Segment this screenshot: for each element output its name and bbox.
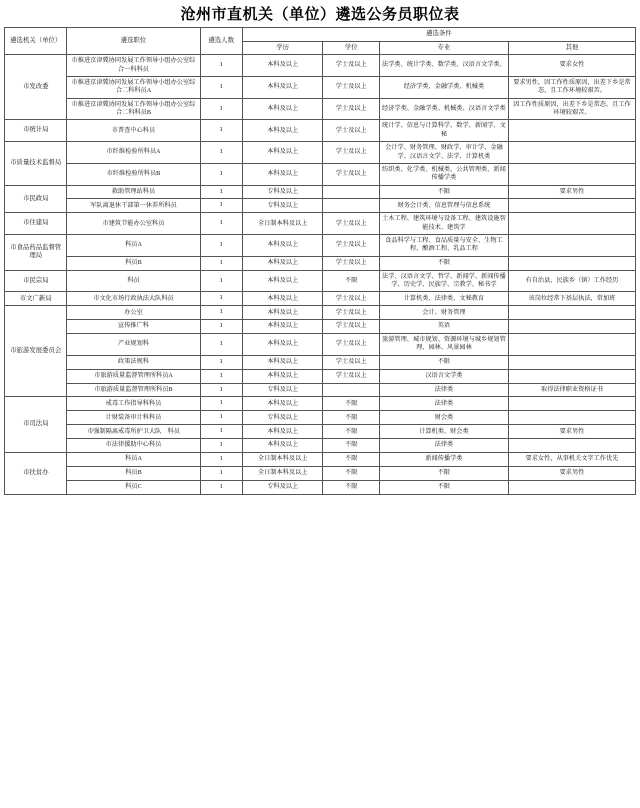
cell-count: 1 — [200, 292, 242, 306]
cell-position: 科员B — [67, 466, 200, 480]
cell-degree: 学士及以上 — [323, 77, 379, 99]
cell-other — [508, 334, 635, 356]
table-row — [5, 425, 636, 439]
table-row — [5, 334, 636, 356]
column-header-major: 专业 — [379, 41, 508, 55]
cell-major: 食品科学与工程、食品质量与安全、生物工程、酿酒工程、乳品工程 — [379, 235, 508, 257]
cell-other — [508, 142, 635, 164]
cell-major: 计算机类、财会类 — [379, 425, 508, 439]
cell-other — [508, 355, 635, 369]
cell-count: 1 — [200, 77, 242, 99]
column-header-agency: 遴选机关（单位） — [5, 28, 67, 55]
table-row — [5, 77, 636, 99]
cell-degree — [323, 383, 379, 397]
cell-position: 市推进京津冀协同发展工作领导小组办公室综合二科科员A — [67, 77, 200, 99]
cell-count: 1 — [200, 306, 242, 320]
column-header-position: 遴选职位 — [67, 28, 200, 55]
cell-count: 1 — [200, 98, 242, 120]
cell-degree — [323, 185, 379, 199]
cell-major: 法学类、统计学类、数学类、汉语言文学类、 — [379, 55, 508, 77]
table-row — [5, 292, 636, 306]
cell-other — [508, 213, 635, 235]
cell-degree: 学士及以上 — [323, 142, 379, 164]
table-row — [5, 163, 636, 185]
cell-count: 1 — [200, 453, 242, 467]
cell-education: 本科及以上 — [242, 163, 323, 185]
cell-major: 财会类 — [379, 411, 508, 425]
cell-position: 产业规划科 — [67, 334, 200, 356]
cell-other — [508, 306, 635, 320]
cell-agency: 市民宗局 — [5, 270, 67, 292]
cell-major: 不限 — [379, 256, 508, 270]
cell-agency: 市食品药品监督管理局 — [5, 235, 67, 271]
cell-count: 1 — [200, 369, 242, 383]
cell-degree: 不限 — [323, 397, 379, 411]
cell-other: 要求女性，从事机关文字工作优先 — [508, 453, 635, 467]
cell-count: 1 — [200, 163, 242, 185]
cell-other: 要求女性 — [508, 55, 635, 77]
cell-major: 统计学、信息与计算科学、数学、新闻学、文秘 — [379, 120, 508, 142]
cell-degree: 学士及以上 — [323, 369, 379, 383]
cell-degree: 学士及以上 — [323, 213, 379, 235]
cell-position: 市建筑节能办公室科员 — [67, 213, 200, 235]
cell-education: 本科及以上 — [242, 235, 323, 257]
cell-other — [508, 397, 635, 411]
cell-major: 纺织类、化学类、机械类、公共管理类、新闻传播学类 — [379, 163, 508, 185]
cell-other — [508, 480, 635, 494]
cell-degree: 学士及以上 — [323, 256, 379, 270]
cell-position: 市纤维检验所科员A — [67, 142, 200, 164]
cell-major: 不限 — [379, 355, 508, 369]
cell-education: 全日制本科及以上 — [242, 453, 323, 467]
cell-degree: 学士及以上 — [323, 98, 379, 120]
cell-count: 1 — [200, 235, 242, 257]
cell-major: 经济学类、金融学类、机械类 — [379, 77, 508, 99]
cell-major: 经济学类、金融学类、机械类、汉语言文学类 — [379, 98, 508, 120]
cell-education: 专科及以上 — [242, 383, 323, 397]
cell-major: 财务会计类、信息管理与信息系统 — [379, 199, 508, 213]
column-header-conditions: 遴选条件 — [242, 28, 635, 42]
table-row — [5, 397, 636, 411]
cell-education: 本科及以上 — [242, 55, 323, 77]
cell-position: 市普查中心科员 — [67, 120, 200, 142]
table-row — [5, 369, 636, 383]
cell-other — [508, 320, 635, 334]
cell-position: 办公室 — [67, 306, 200, 320]
cell-other: 要求男性 — [508, 185, 635, 199]
cell-degree: 学士及以上 — [323, 163, 379, 185]
cell-education: 本科及以上 — [242, 355, 323, 369]
cell-education: 本科及以上 — [242, 425, 323, 439]
cell-major: 不限 — [379, 480, 508, 494]
cell-agency: 市扶贫办 — [5, 453, 67, 495]
cell-major: 计算机类、法律类、文秘教育 — [379, 292, 508, 306]
cell-education: 本科及以上 — [242, 292, 323, 306]
cell-degree: 学士及以上 — [323, 355, 379, 369]
cell-agency: 市住建局 — [5, 213, 67, 235]
cell-degree: 不限 — [323, 439, 379, 453]
cell-degree: 不限 — [323, 425, 379, 439]
cell-education: 本科及以上 — [242, 320, 323, 334]
cell-position: 市纤维检验所科员B — [67, 163, 200, 185]
cell-position: 市强制隔离戒毒所护卫大队 科员 — [67, 425, 200, 439]
cell-position: 市旅游质量监督管理所科员A — [67, 369, 200, 383]
table-row — [5, 235, 636, 257]
cell-education: 本科及以上 — [242, 98, 323, 120]
cell-other: 取得法律职业资格证书 — [508, 383, 635, 397]
cell-education: 本科及以上 — [242, 120, 323, 142]
cell-position: 科员 — [67, 270, 200, 292]
table-row — [5, 199, 636, 213]
cell-education: 本科及以上 — [242, 306, 323, 320]
table-header — [5, 28, 636, 55]
cell-other — [508, 411, 635, 425]
cell-count: 1 — [200, 199, 242, 213]
table-row — [5, 185, 636, 199]
cell-degree — [323, 199, 379, 213]
cell-major: 法律类 — [379, 383, 508, 397]
header-row-top — [5, 28, 636, 42]
cell-major: 不限 — [379, 185, 508, 199]
cell-other — [508, 439, 635, 453]
cell-position: 市旅游质量监督管理所科员B — [67, 383, 200, 397]
cell-other — [508, 235, 635, 257]
cell-other — [508, 369, 635, 383]
cell-agency: 市旅游发展委员会 — [5, 306, 67, 397]
cell-position: 科员A — [67, 453, 200, 467]
cell-position: 市文化市场行政执法大队科员 — [67, 292, 200, 306]
cell-education: 全日制本科及以上 — [242, 213, 323, 235]
cell-count: 1 — [200, 185, 242, 199]
cell-degree: 不限 — [323, 411, 379, 425]
cell-other: 要求男性，因工作性质原因，出差下乡是常态，且工作环境较艰苦。 — [508, 77, 635, 99]
cell-education: 本科及以上 — [242, 256, 323, 270]
cell-count: 1 — [200, 213, 242, 235]
column-header-education: 学历 — [242, 41, 323, 55]
cell-count: 1 — [200, 383, 242, 397]
cell-agency: 市质量技术监督局 — [5, 142, 67, 185]
cell-degree: 学士及以上 — [323, 306, 379, 320]
cell-position: 救助管理站科员 — [67, 185, 200, 199]
cell-degree: 学士及以上 — [323, 120, 379, 142]
table-row — [5, 383, 636, 397]
cell-major: 旅游管理、城市规划、资源环境与城乡规划管理、园林、风景园林 — [379, 334, 508, 356]
cell-position: 市法律援助中心科员 — [67, 439, 200, 453]
table-row — [5, 439, 636, 453]
cell-agency: 市司法局 — [5, 397, 67, 453]
cell-count: 1 — [200, 466, 242, 480]
table-body — [5, 55, 636, 494]
cell-position: 军队离退休干部第一休养所科员 — [67, 199, 200, 213]
cell-agency: 市民政局 — [5, 185, 67, 213]
cell-major: 会计学、财务管理、财政学、审计学、金融学、汉语言文学、法学、计算机类 — [379, 142, 508, 164]
cell-major: 法律类 — [379, 439, 508, 453]
cell-education: 专科及以上 — [242, 199, 323, 213]
cell-count: 1 — [200, 397, 242, 411]
cell-position: 科员C — [67, 480, 200, 494]
cell-position: 计财装备审计科科员 — [67, 411, 200, 425]
cell-education: 本科及以上 — [242, 270, 323, 292]
cell-other — [508, 199, 635, 213]
cell-count: 1 — [200, 142, 242, 164]
table-row — [5, 55, 636, 77]
cell-education: 专科及以上 — [242, 185, 323, 199]
table-row — [5, 411, 636, 425]
cell-degree: 学士及以上 — [323, 235, 379, 257]
cell-agency: 市文广新局 — [5, 292, 67, 306]
cell-other: 有自治县、民族乡（镇）工作经历 — [508, 270, 635, 292]
cell-other: 因工作性质原因，出差下乡是常态，且工作环境较艰苦。 — [508, 98, 635, 120]
cell-position: 戒毒工作指导科科员 — [67, 397, 200, 411]
table-row — [5, 213, 636, 235]
cell-other — [508, 120, 635, 142]
cell-other — [508, 163, 635, 185]
cell-major: 新闻传播学类 — [379, 453, 508, 467]
cell-count: 1 — [200, 320, 242, 334]
table-row — [5, 306, 636, 320]
cell-degree: 学士及以上 — [323, 320, 379, 334]
cell-position: 市推进京津冀协同发展工作领导小组办公室综合二科科员B — [67, 98, 200, 120]
cell-degree: 学士及以上 — [323, 292, 379, 306]
cell-count: 1 — [200, 411, 242, 425]
cell-count: 1 — [200, 355, 242, 369]
table-row — [5, 120, 636, 142]
cell-position: 市推进京津冀协同发展工作领导小组办公室综合一科科员 — [67, 55, 200, 77]
cell-education: 本科及以上 — [242, 142, 323, 164]
table-row — [5, 466, 636, 480]
cell-agency: 市统计局 — [5, 120, 67, 142]
cell-count: 1 — [200, 256, 242, 270]
cell-count: 1 — [200, 425, 242, 439]
cell-education: 本科及以上 — [242, 397, 323, 411]
cell-other: 要求男性 — [508, 425, 635, 439]
cell-education: 专科及以上 — [242, 411, 323, 425]
cell-agency: 市发改委 — [5, 55, 67, 120]
job-positions-table — [4, 27, 636, 495]
table-row — [5, 480, 636, 494]
table-row — [5, 355, 636, 369]
cell-major: 土木工程、建筑环境与设备工程、建筑设施智能技术、建筑学 — [379, 213, 508, 235]
cell-major: 法学、汉语言文学、哲学、新闻学、新闻传播学、历史学、民族学、宗教学、秘书学 — [379, 270, 508, 292]
cell-other — [508, 256, 635, 270]
column-header-other: 其他 — [508, 41, 635, 55]
cell-degree: 学士及以上 — [323, 334, 379, 356]
table-row — [5, 98, 636, 120]
cell-position: 科员B — [67, 256, 200, 270]
cell-major: 会计、财务管理 — [379, 306, 508, 320]
page-title: 沧州市直机关（单位）遴选公务员职位表 — [180, 7, 460, 23]
cell-major: 汉语言文学类 — [379, 369, 508, 383]
cell-major: 不限 — [379, 466, 508, 480]
cell-education: 本科及以上 — [242, 334, 323, 356]
cell-count: 1 — [200, 55, 242, 77]
cell-degree: 不限 — [323, 480, 379, 494]
cell-education: 本科及以上 — [242, 369, 323, 383]
cell-education: 本科及以上 — [242, 439, 323, 453]
cell-degree: 学士及以上 — [323, 55, 379, 77]
cell-degree: 不限 — [323, 466, 379, 480]
cell-degree: 不限 — [323, 270, 379, 292]
cell-count: 1 — [200, 334, 242, 356]
cell-education: 全日制本科及以上 — [242, 466, 323, 480]
table-row — [5, 270, 636, 292]
cell-major: 法律类 — [379, 397, 508, 411]
cell-degree: 不限 — [323, 453, 379, 467]
cell-other: 要求男性 — [508, 466, 635, 480]
column-header-degree: 学位 — [323, 41, 379, 55]
cell-education: 本科及以上 — [242, 77, 323, 99]
table-row — [5, 453, 636, 467]
table-row — [5, 256, 636, 270]
cell-position: 宣传推广科 — [67, 320, 200, 334]
cell-count: 1 — [200, 120, 242, 142]
cell-education: 专科及以上 — [242, 480, 323, 494]
cell-count: 1 — [200, 480, 242, 494]
cell-count: 1 — [200, 270, 242, 292]
table-row — [5, 320, 636, 334]
cell-other: 该岗位经常下基层执法，常加班 — [508, 292, 635, 306]
column-header-count: 遴选人数 — [200, 28, 242, 55]
cell-position: 政策法规科 — [67, 355, 200, 369]
table-row — [5, 142, 636, 164]
cell-position: 科员A — [67, 235, 200, 257]
cell-major: 英语 — [379, 320, 508, 334]
cell-count: 1 — [200, 439, 242, 453]
